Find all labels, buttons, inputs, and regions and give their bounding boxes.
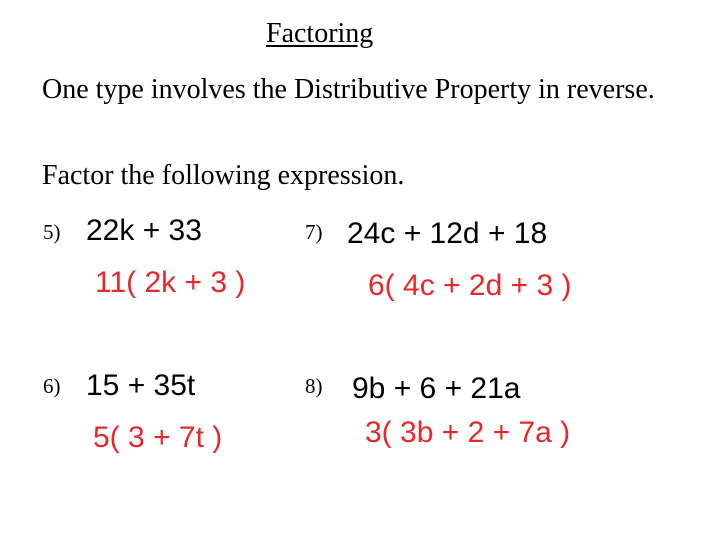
problem-expression: 24c + 12d + 18	[347, 217, 548, 250]
problem-answer: 11( 2k + 3 )	[95, 266, 246, 299]
problem-number: 6)	[43, 374, 61, 398]
page-title: Factoring	[266, 18, 374, 49]
problem-number: 8)	[305, 374, 323, 398]
problem-answer: 6( 4c + 2d + 3 )	[368, 269, 572, 302]
instruction-text: Factor the following expression.	[42, 160, 405, 191]
problem-expression: 9b + 6 + 21a	[352, 372, 521, 405]
problem-expression: 22k + 33	[86, 214, 202, 247]
problem-number: 7)	[305, 220, 323, 244]
problem-answer: 5( 3 + 7t )	[93, 421, 223, 454]
problem-number: 5)	[43, 220, 61, 244]
problem-expression: 15 + 35t	[86, 369, 196, 402]
problem-answer: 3( 3b + 2 + 7a )	[365, 416, 571, 449]
intro-text: One type involves the Distributive Property in reverse.	[42, 74, 655, 105]
